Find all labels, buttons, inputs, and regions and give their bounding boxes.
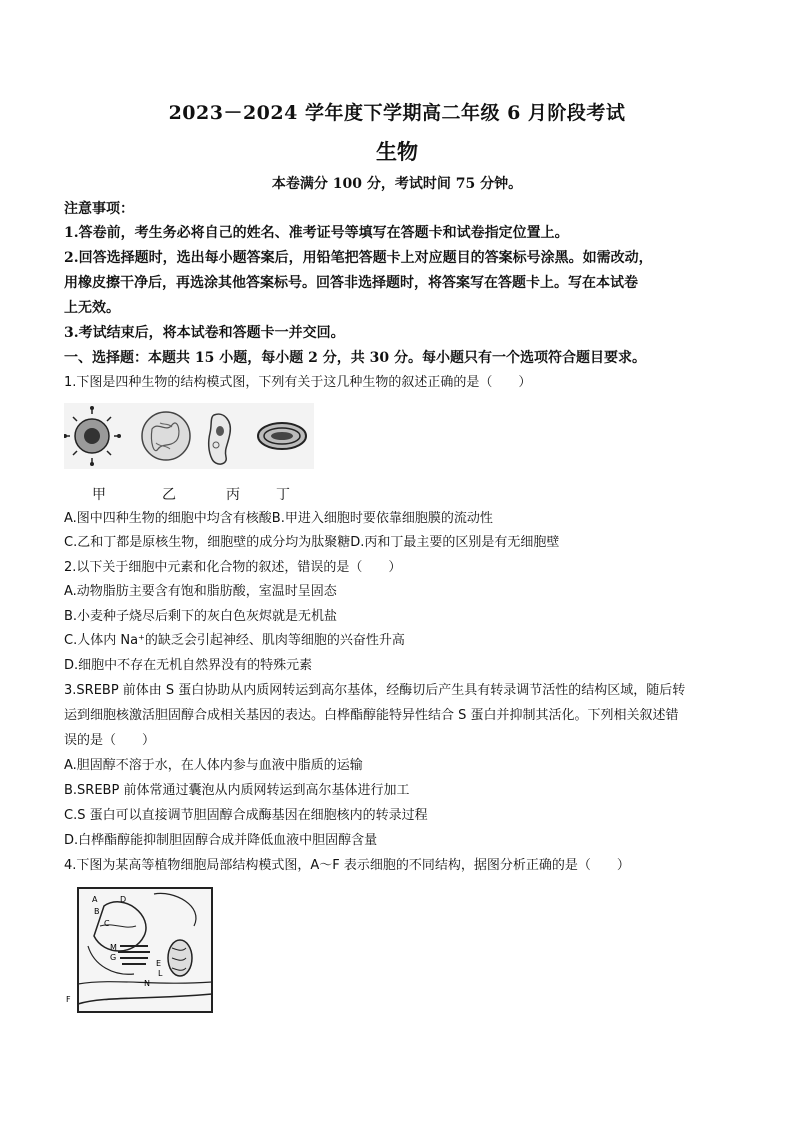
- exam-info: 本卷满分 100 分，考试时间 75 分钟。: [271, 176, 523, 192]
- mitochondrion-icon: [168, 940, 192, 976]
- notice-item-3: 3.考试结束后，将本试卷和答题卡一并交回。: [64, 325, 345, 341]
- section-1-heading: 一、选择题：本题共 15 小题，每小题 2 分，共 30 分。每小题只有一个选项符合题目要求。: [64, 350, 646, 366]
- fig4-label-c: C: [104, 919, 110, 928]
- fig4-label-e: E: [156, 959, 162, 968]
- q1-options-ab: A.图中四种生物的细胞中均含有核酸B.甲进入细胞时要依靠细胞膜的流动性: [64, 511, 493, 526]
- fig4-label-a: A: [92, 895, 98, 904]
- q1-organism-figure: [64, 403, 314, 469]
- q3-stem-line-1: 3.SREBP 前体由 S 蛋白协助从内质网转运到高尔基体，经酶切后产生具有转录调节活性的结构区域，随后转: [64, 683, 686, 698]
- fig4-label-d: D: [120, 895, 127, 904]
- label-yi: 乙: [162, 487, 176, 503]
- fig4-label-m: M: [110, 943, 117, 952]
- notice-item-2-line-2: 用橡皮擦干净后，再选涂其他答案标号。回答非选择题时，将答案写在答题卡上。写在本试卷: [64, 275, 638, 291]
- q2-stem: 2.以下关于细胞中元素和化合物的叙述，错误的是（ ）: [64, 560, 402, 575]
- label-jia: 甲: [92, 487, 106, 503]
- exam-title: 2023－2024 学年度下学期高二年级 6 月阶段考试: [168, 102, 626, 124]
- fig4-label-l: L: [158, 969, 163, 978]
- fig4-label-b: B: [94, 907, 100, 916]
- q4-plant-cell-figure: [64, 886, 216, 1016]
- q1-options-cd: C.乙和丁都是原核生物，细胞壁的成分均为肽聚糖D.丙和丁最主要的区别是有无细胞壁: [64, 535, 560, 550]
- notice-item-1: 1.答卷前，考生务必将自己的姓名、准考证号等填写在答题卡和试卷指定位置上。: [64, 225, 569, 241]
- label-bing: 丙: [226, 487, 240, 503]
- fig4-label-n: N: [144, 979, 150, 988]
- q2-option-c: C.人体内 Na⁺的缺乏会引起神经、肌肉等细胞的兴奋性升高: [64, 633, 405, 648]
- q3-stem-line-2: 运到细胞核激活胆固醇合成相关基因的表达。白桦酯醇能特异性结合 S 蛋白并抑制其活化。下列相关叙述错: [64, 708, 679, 723]
- notice-item-2-line-1: 2.回答选择题时，选出每小题答案后，用铅笔把答题卡上对应题目的答案标号涂黑。如需改动，: [64, 250, 653, 266]
- subject-title: 生物: [376, 139, 418, 164]
- q3-option-d: D.白桦酯醇能抑制胆固醇合成并降低血液中胆固醇含量: [64, 833, 378, 848]
- algae-cell-icon: [258, 423, 306, 449]
- q2-option-b: B.小麦种子烧尽后剩下的灰白色灰烬就是无机盐: [64, 609, 338, 624]
- fig4-label-f: F: [66, 995, 71, 1004]
- fig4-label-g: G: [110, 953, 117, 962]
- q3-option-c: C.S 蛋白可以直接调节胆固醇合成酶基因在细胞核内的转录过程: [64, 808, 428, 823]
- label-ding: 丁: [276, 487, 290, 503]
- q2-option-d: D.细胞中不存在无机自然界没有的特殊元素: [64, 658, 313, 673]
- q3-stem-line-3: 误的是（ ）: [64, 733, 156, 748]
- bacterium-icon: [142, 412, 190, 460]
- notice-heading: 注意事项：: [64, 201, 134, 217]
- q3-option-a: A.胆固醇不溶于水，在人体内参与血液中脂质的运输: [64, 758, 363, 773]
- q1-stem: 1.下图是四种生物的结构模式图，下列有关于这几种生物的叙述正确的是（ ）: [64, 375, 532, 390]
- notice-item-2-line-3: 上无效。: [64, 300, 120, 316]
- q3-option-b: B.SREBP 前体常通过囊泡从内质网转运到高尔基体进行加工: [64, 783, 410, 798]
- q2-option-a: A.动物脂肪主要含有饱和脂肪酸，室温时呈固态: [64, 584, 337, 599]
- q4-stem: 4.下图为某高等植物细胞局部结构模式图，A～F 表示细胞的不同结构，据图分析正确的是（ ）: [64, 858, 630, 873]
